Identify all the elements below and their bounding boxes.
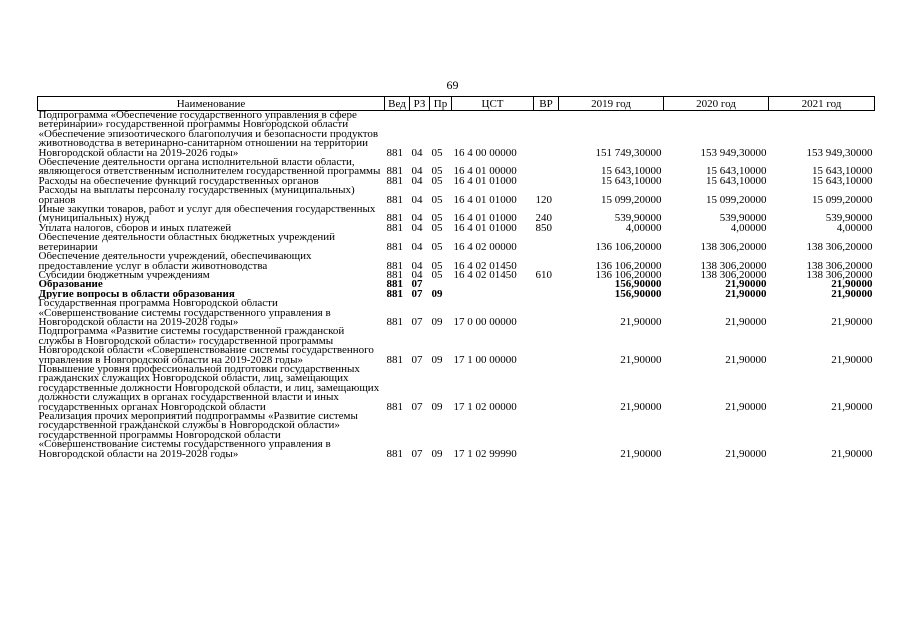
cell-y2021: 21,90000 bbox=[831, 447, 873, 460]
cell-ved: 881 bbox=[386, 212, 403, 225]
cell-pr: 05 bbox=[431, 221, 443, 234]
cell-y2020: 21,90000 bbox=[725, 315, 767, 328]
table-body bbox=[38, 111, 875, 460]
cell-y2019: 4,00000 bbox=[625, 221, 662, 234]
cell-rz: 04 bbox=[411, 212, 423, 225]
cell-vr bbox=[534, 412, 559, 459]
cell-cst bbox=[452, 280, 534, 289]
table-row bbox=[38, 177, 875, 186]
cell-y2019: 15 643,10000 bbox=[601, 165, 662, 178]
cell-rz: 04 bbox=[411, 146, 423, 159]
cell-name: Подпрограмма «Обеспечение государственного управления в сфере ветеринарии» государственной программы Новгородской области «Обеспечение эпизоотического благополучия и безопасности продуктов животноводства в ветеринарно-санитарном отношении на территории Новгородской области на 2019-2026 годы» bbox=[38, 110, 379, 159]
cell-ved: 881 bbox=[386, 400, 403, 413]
cell-ved: 881 bbox=[386, 278, 403, 291]
header-rz: РЗ bbox=[410, 97, 430, 111]
cell-y2020: 21,90000 bbox=[725, 447, 767, 460]
cell-y2020: 153 949,30000 bbox=[700, 146, 767, 159]
cell-ved: 881 bbox=[386, 221, 403, 234]
cell-vr: 120 bbox=[535, 193, 552, 206]
cell-name: Обеспечение деятельности учреждений, обеспечивающих предоставление услуг в области животноводства bbox=[38, 252, 312, 271]
cell-ved: 881 bbox=[386, 193, 403, 206]
cell-cst: 16 4 01 01000 bbox=[453, 221, 517, 234]
cell-cst: 17 1 00 00000 bbox=[453, 353, 517, 366]
table-row bbox=[38, 233, 875, 252]
cell-cst: 16 4 02 01450 bbox=[453, 259, 517, 272]
table-row bbox=[38, 299, 875, 327]
cell-pr: 05 bbox=[431, 268, 443, 281]
cell-pr: 05 bbox=[431, 146, 443, 159]
cell-vr bbox=[534, 290, 559, 299]
cell-pr: 09 bbox=[431, 400, 443, 413]
cell-vr bbox=[534, 327, 559, 365]
cell-y2021: 21,90000 bbox=[831, 315, 873, 328]
cell-vr bbox=[534, 233, 559, 252]
cell-name: Подпрограмма «Развитие системы государственной гражданской службы в Новгородской области» государственной программы Новгородской области «Совершенствование системы государственного управления в Новгородской области на 2019-2028 годы» bbox=[38, 327, 374, 365]
cell-ved: 881 bbox=[386, 165, 403, 178]
cell-rz: 04 bbox=[411, 268, 423, 281]
cell-y2019: 136 106,20000 bbox=[595, 240, 662, 253]
cell-y2019: 539,90000 bbox=[614, 212, 662, 225]
cell-y2021: 4,00000 bbox=[836, 221, 873, 234]
table-row bbox=[38, 412, 875, 459]
cell-pr: 05 bbox=[431, 193, 443, 206]
cell-cst: 17 1 02 00000 bbox=[453, 400, 517, 413]
cell-rz: 07 bbox=[411, 287, 423, 300]
cell-cst: 16 4 02 00000 bbox=[453, 240, 517, 253]
cell-cst: 16 4 01 01000 bbox=[453, 174, 517, 187]
cell-y2021: 539,90000 bbox=[825, 212, 873, 225]
cell-rz: 04 bbox=[411, 259, 423, 272]
cell-vr: 240 bbox=[535, 212, 552, 225]
cell-ved: 881 bbox=[386, 146, 403, 159]
cell-y2019: 21,90000 bbox=[620, 353, 662, 366]
header-vr: ВР bbox=[534, 97, 559, 111]
cell-vr bbox=[534, 280, 559, 289]
cell-pr: 09 bbox=[431, 353, 443, 366]
cell-name: Обеспечение деятельности органа исполнительной власти области, являющегося ответственным исполнителем государственной программы bbox=[38, 158, 381, 177]
cell-y2021: 15 099,20000 bbox=[812, 193, 873, 206]
cell-vr: 850 bbox=[535, 221, 552, 234]
cell-name: Расходы на выплаты персоналу государственных (муниципальных) органов bbox=[38, 186, 355, 206]
cell-y2020: 21,90000 bbox=[725, 278, 767, 291]
header-2020: 2020 год bbox=[664, 97, 769, 111]
cell-name: Обеспечение деятельности областных бюджетных учреждений ветеринарии bbox=[38, 233, 336, 253]
cell-y2021: 21,90000 bbox=[831, 353, 873, 366]
cell-rz: 07 bbox=[411, 353, 423, 366]
cell-cst: 16 4 00 00000 bbox=[453, 146, 517, 159]
cell-vr bbox=[534, 299, 559, 327]
header-2019: 2019 год bbox=[559, 97, 664, 111]
cell-vr bbox=[534, 365, 559, 412]
cell-name: Уплата налогов, сборов и иных платежей bbox=[38, 223, 232, 234]
cell-y2020: 138 306,20000 bbox=[700, 268, 767, 281]
page-number: 69 bbox=[446, 78, 459, 92]
cell-y2019: 136 106,20000 bbox=[595, 268, 662, 281]
cell-vr bbox=[534, 158, 559, 177]
cell-ved: 881 bbox=[386, 268, 403, 281]
cell-y2021: 21,90000 bbox=[831, 400, 873, 413]
cell-y2019: 21,90000 bbox=[620, 447, 662, 460]
table-row bbox=[38, 224, 875, 233]
cell-rz: 04 bbox=[411, 193, 423, 206]
cell-cst: 16 4 01 01000 bbox=[453, 212, 517, 225]
cell-name: Образование bbox=[38, 280, 103, 290]
cell-y2021: 153 949,30000 bbox=[806, 146, 873, 159]
cell-y2020: 4,00000 bbox=[730, 221, 767, 234]
table-row bbox=[38, 186, 875, 205]
cell-rz: 04 bbox=[411, 240, 423, 253]
cell-pr: 05 bbox=[431, 174, 443, 187]
cell-y2020: 21,90000 bbox=[725, 400, 767, 413]
cell-pr: 05 bbox=[431, 240, 443, 253]
cell-y2020: 15 643,10000 bbox=[706, 165, 767, 178]
cell-vr bbox=[534, 177, 559, 186]
cell-pr: 09 bbox=[431, 287, 443, 300]
cell-y2019: 151 749,30000 bbox=[595, 146, 662, 159]
cell-y2019: 15 099,20000 bbox=[601, 193, 662, 206]
cell-name: Другие вопросы в области образования bbox=[38, 289, 235, 300]
cell-y2019: 156,90000 bbox=[614, 287, 662, 300]
cell-y2021: 15 643,10000 bbox=[812, 174, 873, 187]
cell-y2020: 539,90000 bbox=[719, 212, 767, 225]
table-row bbox=[38, 111, 875, 159]
cell-ved: 881 bbox=[386, 447, 403, 460]
cell-y2019: 136 106,20000 bbox=[595, 259, 662, 272]
table-row bbox=[38, 290, 875, 299]
cell-ved: 881 bbox=[386, 353, 403, 366]
cell-cst: 16 4 01 00000 bbox=[453, 165, 517, 178]
cell-y2021: 138 306,20000 bbox=[806, 259, 873, 272]
cell-rz: 07 bbox=[411, 447, 423, 460]
header-ved: Вед bbox=[385, 97, 410, 111]
cell-name: Субсидии бюджетным учреждениям bbox=[38, 270, 210, 281]
cell-y2019: 156,90000 bbox=[614, 278, 662, 291]
cell-y2021: 138 306,20000 bbox=[806, 268, 873, 281]
header-name: Наименование bbox=[38, 97, 385, 111]
cell-name: Иные закупки товаров, работ и услуг для обеспечения государственных (муниципальных) нужд bbox=[38, 205, 376, 224]
cell-pr: 05 bbox=[431, 259, 443, 272]
cell-ved: 881 bbox=[386, 174, 403, 187]
table-row bbox=[38, 365, 875, 412]
cell-ved: 881 bbox=[386, 315, 403, 328]
cell-y2021: 138 306,20000 bbox=[806, 240, 873, 253]
table-row bbox=[38, 327, 875, 365]
cell-pr: 09 bbox=[431, 315, 443, 328]
cell-ved: 881 bbox=[386, 287, 403, 300]
cell-cst: 17 1 02 99990 bbox=[453, 447, 517, 460]
cell-ved: 881 bbox=[386, 240, 403, 253]
cell-name: Повышение уровня профессиональной подготовки государственных гражданских служащих Новгородской области, лиц, замещающих государственные должности Новгородской области, и лиц, замещающих должности служащих в органах государственной власти и иных государственных органах Новгородской области bbox=[38, 364, 380, 412]
cell-cst bbox=[452, 290, 534, 299]
cell-cst: 16 4 02 01450 bbox=[453, 268, 517, 281]
cell-y2021: 21,90000 bbox=[831, 287, 873, 300]
cell-cst: 16 4 01 01000 bbox=[453, 193, 517, 206]
budget-table bbox=[37, 96, 875, 459]
cell-y2020: 15 643,10000 bbox=[706, 174, 767, 187]
header-2021: 2021 год bbox=[769, 97, 875, 111]
cell-y2020: 21,90000 bbox=[725, 287, 767, 300]
cell-vr: 610 bbox=[535, 268, 552, 281]
cell-rz: 07 bbox=[411, 278, 423, 291]
cell-y2020: 21,90000 bbox=[725, 353, 767, 366]
cell-y2020: 138 306,20000 bbox=[700, 259, 767, 272]
cell-rz: 04 bbox=[411, 165, 423, 178]
header-pr: Пр bbox=[430, 97, 452, 111]
cell-name: Расходы на обеспечение функций государственных органов bbox=[38, 176, 319, 187]
cell-y2019: 21,90000 bbox=[620, 315, 662, 328]
cell-y2021: 15 643,10000 bbox=[812, 165, 873, 178]
cell-cst: 17 0 00 00000 bbox=[453, 315, 517, 328]
cell-vr bbox=[534, 111, 559, 159]
cell-y2019: 15 643,10000 bbox=[601, 174, 662, 187]
cell-y2021: 21,90000 bbox=[831, 278, 873, 291]
cell-y2020: 15 099,20000 bbox=[706, 193, 767, 206]
cell-pr: 09 bbox=[431, 447, 443, 460]
cell-rz: 07 bbox=[411, 400, 423, 413]
cell-y2020: 138 306,20000 bbox=[700, 240, 767, 253]
header-cst: ЦСТ bbox=[452, 97, 534, 111]
cell-rz: 04 bbox=[411, 221, 423, 234]
cell-pr: 05 bbox=[431, 165, 443, 178]
cell-pr: 05 bbox=[431, 212, 443, 225]
cell-name: Реализация прочих мероприятий подпрограммы «Развитие системы государственной гражданской службы в Новгородской области» государственной программы Новгородской области «Совершенствование системы государственного управления в Новгородской области на 2019-2028 годы» bbox=[38, 412, 358, 460]
cell-rz: 07 bbox=[411, 315, 423, 328]
cell-rz: 04 bbox=[411, 174, 423, 187]
cell-name: Государственная программа Новгородской области «Совершенствование системы государственного управления в Новгородской области на 2019-2028 годы» bbox=[38, 299, 331, 328]
cell-y2019: 21,90000 bbox=[620, 400, 662, 413]
cell-ved: 881 bbox=[386, 259, 403, 272]
table-header-row bbox=[38, 97, 875, 111]
